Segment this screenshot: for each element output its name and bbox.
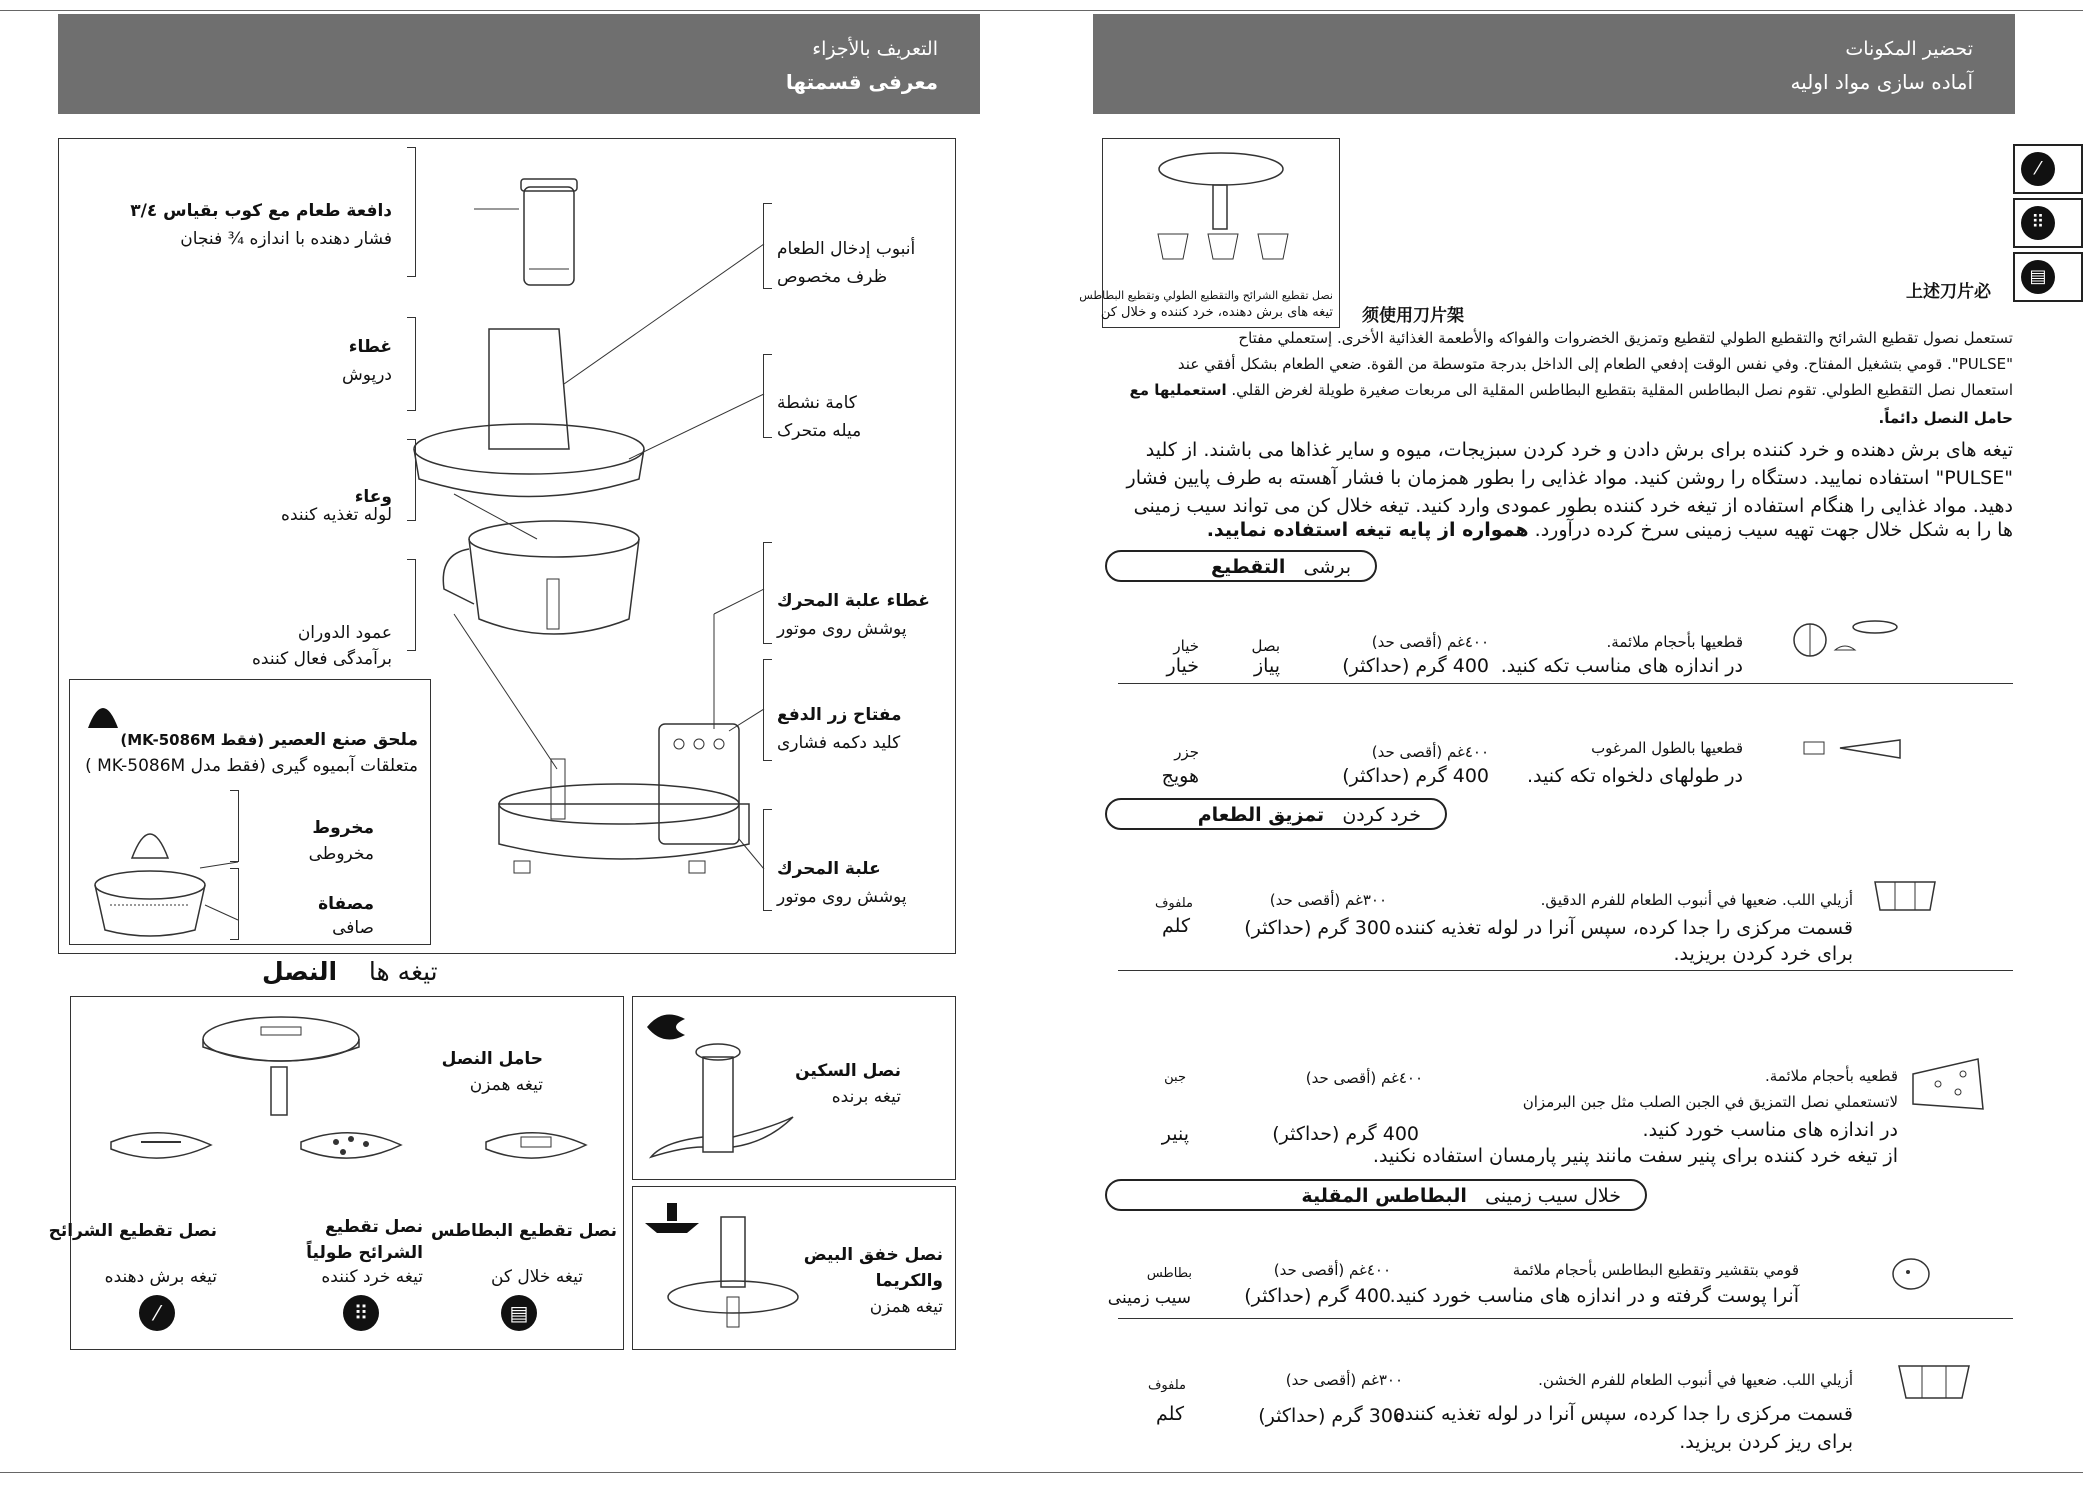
row1-divider <box>1118 683 2013 684</box>
fries-tab-icon: ▤ <box>2021 260 2055 294</box>
intro-ar-line2: "PULSE". قومي بتشغيل المفتاح. وفي نفس الوقت إدفعي الطعام إلى الداخل بدرجة متوسطة من القوة. ضعي الطعام بشكل أفقي عند <box>1177 355 2013 373</box>
label-lid-ar: غطاء <box>348 337 392 357</box>
row4-max-fa: 400 گرم (حداکثر) <box>1272 1123 1419 1145</box>
julienne-tab-icon: ⠿ <box>2021 206 2055 240</box>
side-tab-fries <box>2013 252 2083 302</box>
blades-inset-caption-fa: تیغه های برش دهنده، خرد کننده و خلال کن <box>1100 305 1333 320</box>
knife-blade-box <box>632 996 956 1180</box>
blades-inset-box <box>1079 138 1340 328</box>
section-shredding-pill <box>1105 798 1447 830</box>
intro-fa-line1: تیغه های برش دهنده و خرد کننده برای برش دادن و خرد کردن سبزیجات، میوه و سایر غذاها می باشند. از کلید <box>1145 439 2013 461</box>
bracket-shaft <box>407 559 416 651</box>
row2-food-fa: هویج <box>1161 765 1199 787</box>
juicer-label-ar <box>120 728 418 752</box>
bracket-pulse <box>763 659 772 761</box>
whisk-blade-label-ar2: والكريما <box>875 1271 943 1291</box>
row3-desc-fa2: برای خرد کردن بریزید. <box>1673 943 1853 965</box>
intro-ar-line4: حامل النصل دائماً. <box>1878 409 2013 427</box>
row5-divider <box>1118 1318 2013 1319</box>
right-header <box>1093 14 2015 114</box>
cabbage-fine-icon <box>1870 872 1940 916</box>
row5-food-fa: سیب زمینی <box>1107 1288 1191 1308</box>
intro-fa-line2: "PULSE" استفاده نمایید. دستگاه را روشن کنید. مواد غذایی را بطور همزمان با فشار آهسته به طرف پایین فشار <box>1126 467 2013 489</box>
row5-desc-ar: قومي بتقشير وتقطيع البطاطس بأحجام ملائمة <box>1512 1261 1799 1279</box>
julienne-blade-icon: ⠿ <box>343 1295 379 1331</box>
left-header-subtitle: معرفی قسمتها <box>785 70 938 94</box>
slicing-blade-label-fa: تيغه برش دهنده <box>104 1267 217 1287</box>
row1-max-ar: ٤٠٠غم (أقصى حد) <box>1371 633 1489 651</box>
onion-cucumber-icon <box>1790 612 1910 662</box>
row1-max-fa: 400 گرم (حداکثر) <box>1342 655 1489 677</box>
left-header-title: التعريف بالأجزاء <box>812 38 938 60</box>
whisk-blade-label-ar1: نصل خفق البيض <box>803 1245 943 1265</box>
blades-box <box>48 996 624 1350</box>
potato-icon <box>1886 1246 1936 1296</box>
juicer-inset <box>69 679 431 945</box>
bracket-strainer <box>230 868 239 940</box>
row2-max-fa: 400 گرم (حداکثر) <box>1342 765 1489 787</box>
bracket-motor-base <box>763 809 772 911</box>
row1-desc-ar: قطعيها بأحجام ملائمة. <box>1606 633 1743 651</box>
julienne-blade-label-ar1: نصل تقطيع <box>325 1217 423 1237</box>
section-shredding-fa: خرد کردن <box>1342 804 1421 826</box>
intro-ar-line3 <box>1130 378 2013 402</box>
label-feed-tube-fa: ظرف مخصوص <box>777 267 888 287</box>
row1-food-ar: خيار <box>1173 637 1199 655</box>
row4-desc-fa: در اندازه های مناسب خورد کنید. <box>1642 1119 1898 1141</box>
row6-max-fa: 300 گرم (حداکثر) <box>1258 1405 1405 1427</box>
bracket-feed-tube <box>763 203 772 289</box>
row3-max-ar: ٣٠٠غم (أقصى حد) <box>1269 891 1387 909</box>
cone-label-ar: مخروط <box>312 818 374 838</box>
row6-max-ar: ٣٠٠غم (أقصى حد) <box>1285 1371 1403 1389</box>
row4-desc-ar: قطعيه بأحجام ملائمة. <box>1764 1067 1898 1085</box>
section-fries-ar: البطاطس المقلية <box>1301 1185 1467 1207</box>
julienne-blade-label-fa: تيغه خرد کننده <box>321 1267 423 1287</box>
knife-blade-label-fa: تیغه برنده <box>831 1087 901 1107</box>
row5-max-fa: 400 گرم (حداکثر) <box>1244 1285 1391 1307</box>
row6-desc-fa2: برای ریز کردن بریزید. <box>1679 1431 1853 1453</box>
intro-ar-line3-text: استعمال نصل التقطيع الطولي. تقوم نصل البطاطس المقلية بتقطيع البطاطس المقلية الى مربعات صغيرة طويلة لغرض القلي. <box>1231 381 2013 399</box>
label-pulse-fa: کلید دکمه فشاری <box>777 733 901 753</box>
intro-ar-line1: تستعمل نصول تقطيع الشرائح والتقطيع الطولي لتقطيع وتمزيق الخضروات والفواكه والأطعمة الغذائية الأخرى. إستعملي مفتاح <box>1238 329 2013 347</box>
juicer-label-fa: متعلقات آبمیوه گیری (فقط مدل MK-5086M ) <box>85 756 418 776</box>
blades-title-fa: تیغه ها <box>368 957 438 986</box>
juicer-illustration <box>70 680 432 946</box>
row6-desc-fa: قسمت مرکزی را جدا کرده، سپس آنرا در لوله تغذیه کننده <box>1394 1403 1853 1425</box>
bracket-bowl <box>407 439 416 521</box>
cheese-icon <box>1908 1054 1988 1114</box>
label-feed-tube-ar: أنبوب إدخال الطعام <box>777 239 916 259</box>
row3-food-fa: کلم <box>1162 915 1190 937</box>
row4-max-ar: ٤٠٠غم (أقصى حد) <box>1305 1069 1423 1087</box>
cone-label-fa: مخروطی <box>308 844 374 864</box>
label-shaft-ar: عمود الدوران <box>297 623 392 643</box>
row5-desc-fa: آنرا پوست گرفته و در اندازه های مناسب خورد کنید. <box>1389 1285 1799 1307</box>
blades-title <box>262 957 438 986</box>
row4-food-ar: جبن <box>1164 1070 1186 1085</box>
row2-max-ar: ٤٠٠غم (أقصى حد) <box>1371 743 1489 761</box>
row1-food-fa2: پیاز <box>1254 655 1280 677</box>
slicing-blade-icon: ⁄ <box>139 1295 175 1331</box>
juicer-label-ar-model: (فقط MK-5086M) <box>120 731 265 749</box>
carrot-icon <box>1800 728 1910 768</box>
row5-max-ar: ٤٠٠غم (أقصى حد) <box>1273 1261 1391 1279</box>
julienne-blade-label-ar2: الشرائح طولياً <box>306 1243 423 1263</box>
label-motor-cover-ar: غطاء علبة المحرك <box>777 591 930 611</box>
section-fries-fa: خلال سیب زمینی <box>1485 1185 1621 1207</box>
right-header-subtitle: آماده سازی مواد اولیه <box>1790 70 1973 94</box>
bracket-lid <box>407 317 416 411</box>
parts-diagram-box <box>58 138 956 954</box>
whisk-blade-label-fa: تیغه همزن <box>869 1297 943 1317</box>
bracket-pusher <box>407 147 416 277</box>
intro-ar-line3-bold: استعمليها مع <box>1129 381 1227 399</box>
row3-max-fa: 300 گرم (حداکثر) <box>1244 917 1391 939</box>
label-shaft-fa: برآمدگی فعال کننده <box>252 649 392 669</box>
blades-title-ar: النصل <box>262 957 338 986</box>
knife-blade-label-ar: نصل السكين <box>795 1061 901 1081</box>
row4-food-fa: پنیر <box>1161 1123 1189 1145</box>
section-shredding-ar: تمزيق الطعام <box>1197 804 1325 826</box>
label-lid-fa: درپوش <box>341 365 392 385</box>
bracket-lever <box>763 354 772 438</box>
row2-desc-ar: قطعيها بالطول المرغوب <box>1591 739 1743 757</box>
left-header <box>58 14 980 114</box>
chinese-note-2: 须使用刀片架 <box>1362 306 1464 326</box>
strainer-label-ar: مصفاة <box>318 894 374 914</box>
label-bowl-fa: لوله تغذیه کننده <box>281 505 392 525</box>
row6-desc-ar: أزيلي اللب. ضعيها في أنبوب الطعام للفرم الخشن. <box>1538 1371 1853 1389</box>
bottom-rule <box>0 1472 2083 1473</box>
knife-blade-illustration <box>633 997 957 1181</box>
fries-blade-icon: ▤ <box>501 1295 537 1331</box>
slicing-tab-icon: ⁄ <box>2021 152 2055 186</box>
row6-food-fa: کلم <box>1156 1403 1184 1425</box>
fries-blade-label-ar: نصل تقطيع البطاطس <box>430 1221 617 1241</box>
top-rule <box>0 10 2083 11</box>
label-motor-base-fa: پوشش روی موتور <box>777 887 907 907</box>
row3-food-ar: ملفوف <box>1154 896 1193 911</box>
label-motor-base-ar: علبة المحرك <box>777 859 881 879</box>
row4-desc-fa2: از تیغه خرد کننده برای پنیر سفت مانند پنیر پارمسان استفاده نکنید. <box>1372 1145 1898 1167</box>
row5-food-ar: بطاطس <box>1146 1266 1192 1281</box>
section-slicing-ar: التقطيع <box>1211 556 1286 578</box>
section-slicing-pill <box>1105 550 1377 582</box>
row3-desc-ar: أزيلي اللب. ضعيها في أنبوب الطعام للفرم الدقيق. <box>1540 891 1853 909</box>
row3-desc-fa: قسمت مرکزی را جدا کرده، سپس آنرا در لوله تغذیه کننده <box>1394 917 1853 939</box>
label-pusher-ar: دافعة طعام مع كوب بقياس ٣/٤ <box>130 201 392 221</box>
bracket-cone <box>230 790 239 862</box>
label-bowl-ar: وعاء <box>354 487 392 507</box>
label-lever-ar: كامة نشطة <box>777 393 857 413</box>
label-pulse-ar: مفتاح زر الدفع <box>777 705 902 725</box>
blades-inset-caption-ar: نصل تقطيع الشرائح والتقطيع الطولي وتقطيع البطاطس <box>1079 289 1333 302</box>
label-lever-fa: میله متحرک <box>777 421 862 441</box>
section-fries-pill <box>1105 1179 1647 1211</box>
side-tab-slicing <box>2013 144 2083 194</box>
holder-label-ar: حامل النصل <box>441 1049 543 1069</box>
slicing-blade-label-ar: نصل تقطيع الشرائح <box>48 1221 217 1241</box>
right-header-title: تحضير المكونات <box>1845 38 1973 60</box>
row4-desc-ar2: لاتستعملي نصل التمزيق في الجبن الصلب مثل جبن البرمزان <box>1522 1093 1898 1111</box>
intro-fa-line3: دهید. مواد غذایی را هنگام استفاده از تیغه خرد کننده بطور عمودی وارد کنید. تیغه خلال کن می تواند سیب زمینی <box>1133 495 2013 517</box>
whisk-blade-box <box>632 1186 956 1350</box>
intro-fa-line4-bold: همواره از پایه تیغه استفاده نمایید. <box>1206 519 1529 541</box>
row2-food-ar: جزر <box>1174 743 1199 761</box>
bracket-motor-cover <box>763 542 772 644</box>
strainer-label-fa: صافی <box>332 918 374 938</box>
section-slicing-fa: برشی <box>1303 556 1351 578</box>
side-tab-julienne <box>2013 198 2083 248</box>
intro-fa-line4 <box>1207 518 2013 542</box>
label-motor-cover-fa: پوشش روی موتور <box>777 619 907 639</box>
fries-blade-label-fa: تیغه خلال کن <box>490 1267 583 1287</box>
row1-food-fa: خیار <box>1166 655 1199 677</box>
row2-desc-fa: در طولهای دلخواه تکه کنید. <box>1527 765 1743 787</box>
chinese-note-1: 上述刀片必 <box>1906 282 1991 302</box>
intro-fa-line4-text: ها را به شکل خلال جهت تهیه سیب زمینی سرخ کرده درآورد. <box>1534 519 2013 541</box>
row1-food-ar2: بصل <box>1251 637 1280 655</box>
cabbage-coarse-icon <box>1894 1356 1974 1406</box>
row1-desc-fa: در اندازه های مناسب تکه کنید. <box>1500 655 1743 677</box>
label-pusher-fa: فشار دهنده با اندازه ¾ فنجان <box>180 229 392 249</box>
holder-label-fa: تیغه همزن <box>469 1075 543 1095</box>
row3-divider <box>1118 970 2013 971</box>
row6-food-ar: ملفوف <box>1147 1378 1186 1393</box>
juicer-label-ar-text: ملحق صنع العصير <box>270 730 418 750</box>
